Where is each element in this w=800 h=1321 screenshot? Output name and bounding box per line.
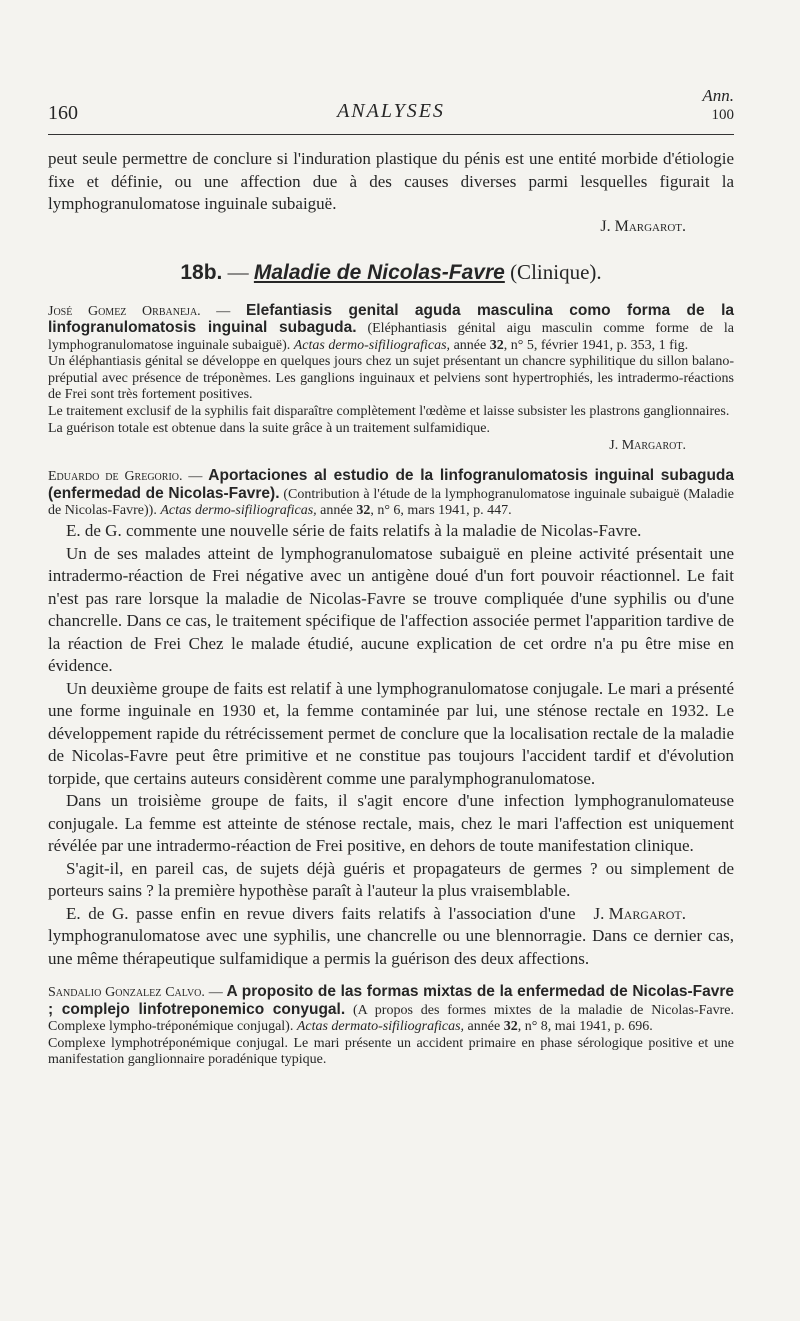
abstract-3 xyxy=(48,984,734,1069)
abstract-paragraph: J. Margarot. E. de G. passe enfin en revue divers faits relatifs à l'association d'une lymphogranulomatose avec une syphilis, une chancrelle ou une blennorragie. Dans ce dernier cas, une même thérapeutique sulfamidique a permis la guérison des deux affections. xyxy=(48,903,734,968)
signature: J. Margarot. xyxy=(600,217,686,235)
section-qualifier: (Clinique). xyxy=(504,259,602,284)
running-header xyxy=(48,80,734,124)
year-volume: 32 xyxy=(489,337,504,353)
abstract-paragraph: E. de G. commente une nouvelle série de faits relatifs à la maladie de Nicolas-Favre. xyxy=(66,521,642,541)
abstract-paragraph: Un deuxième groupe de faits est relatif à une lymphogranulomatose conjugale. Le mari a présenté une forme inguinale en 1930 et, la femme contaminée par lui, une sténose rectale en 1932. Le développement rapide du rétrécissement permet de conclure que la localisation rectale de la maladie de Nicolas-Favre peut être primitive et ne constitue pas toujours l'accident tardif et d'évolution torpide, que certains auteurs considèrent comme une paralymphogranulomatose. xyxy=(48,678,734,788)
article-title: A proposito de las formas mixtas de la enfermedad de Nicolas-Favre ; complejo linfotreponemico conyugal. xyxy=(48,983,734,1018)
abstract-2 xyxy=(48,468,734,970)
journal-name: Actas dermato-sifiliograficas, xyxy=(296,1019,465,1035)
abstract-paragraph: S'agit-il, en pareil cas, de sujets déjà guéris et propagateurs de germes ? ou simplement de porteurs sains ? la première hypothèse paraît à l'auteur la plus vraisemblable. xyxy=(48,858,734,901)
abstract-paragraph: Complexe lymphotréponémique conjugal. Le mari présente un accident primaire en phase sérologique positive et une manifestation ganglionnaire poradénique typique. xyxy=(48,1035,734,1068)
header-rule xyxy=(48,134,734,135)
page-body xyxy=(48,148,734,1069)
signature: J. Margarot. xyxy=(609,438,686,454)
article-title: Aportaciones al estudio de la linfogranulomatosis inguinal subaguda (enfermedad de Nicolas-Favre). xyxy=(48,467,734,502)
abstract-paragraph: Un de ses malades atteint de lymphogranulomatose subaiguë en pleine activité présentait une intradermo-réaction de Frei négative avec un antigène doué d'un fort pouvoir réactionnel. Le fait n'est pas rare lorsque la maladie de Nicolas-Favre se trouve compliquée d'une syphilis ou d'une chancrelle. Dans ce cas, le traitement spécifique de l'affection associée permet l'apparition tardive de la réaction de Frei Chez le malade étudié, aucune explication de cet ordre n'a pu être mise en évidence. xyxy=(48,543,734,676)
abstract-citation: Sandalio Gonzalez Calvo. — A proposito de las formas mixtas de la enfermedad de Nicolas-Favre ; complejo linfotreponemico conyugal. (A propos des formes mixtes de la maladie de Nicolas-Favre. Complexe lympho-tréponémique conjugal). Actas dermato-sifiliograficas, année 32, n° 8, mai 1941, p. 696. xyxy=(48,983,734,1035)
year-volume: 32 xyxy=(356,503,371,519)
abstract-citation: Eduardo de Gregorio. — Aportaciones al estudio de la linfogranulomatosis inguinal subaguda (enfermedad de Nicolas-Favre). (Contribution à l'étude de la lymphogranulomatose inguinale subaiguë (Maladie de Nicolas-Favre)). Actas dermo-sifiliograficas, année 32, n° 6, mars 1941, p. 447. xyxy=(48,467,734,519)
abstract-1 xyxy=(48,303,734,455)
abstract-paragraph: La guérison totale est obtenue dans la suite grâce à un traitement sulfamidique. xyxy=(48,420,491,436)
author: Sandalio Gonzalez Calvo. xyxy=(48,985,205,1001)
title-translation: (Eléphantiasis génital aigu masculin comme forme de la lymphogranulomatose inguinale subaiguë). xyxy=(48,321,735,353)
abstract-paragraph: Dans un troisième groupe de faits, il s'agit encore d'une infection lymphogranulomateuse conjugale. La femme est atteinte de sténose rectale, mais, chez le mari l'affection est uniquement révélée par une intradermo-réaction de Frei positive, en dehors de toute manifestation clinique. xyxy=(48,791,734,856)
year-volume: 32 xyxy=(503,1019,518,1035)
article-title: Elefantiasis genital aguda masculina como forma de la linfogranulomatosis inguinal subaguda. xyxy=(48,301,735,337)
abstract-citation: José Gomez Orbaneja. — Elefantiasis genital aguda masculina como forma de la linfogranulomatosis inguinal subaguda. (Eléphantiasis génital aigu masculin comme forme de la lymphogranulomatose inguinale subaiguë). Actas dermo-sifiliograficas, année 32, n° 5, février 1941, p. 353, 1 fig. xyxy=(48,301,735,353)
abstract-paragraph: Le traitement exclusif de la syphilis fait disparaître complètement l'œdème et laisse subsister les plastrons ganglionnaires. xyxy=(48,404,730,420)
section-name: Maladie de Nicolas-Favre xyxy=(253,260,505,284)
page-number: 160 xyxy=(48,102,78,124)
title-translation: (Contribution à l'étude de la lymphogranulomatose inguinale subaiguë (Maladie de Nicolas-Favre)). xyxy=(48,486,734,519)
signature: J. Margarot. xyxy=(593,903,686,923)
section-heading: 18b. — Maladie de Nicolas-Favre (Clinique). xyxy=(180,259,602,284)
running-title: ANALYSES xyxy=(337,100,445,122)
journal-name: Actas dermo-sifiliograficas, xyxy=(160,503,317,519)
author: José Gomez Orbaneja. xyxy=(48,303,201,319)
volume-number: 100 xyxy=(711,107,734,123)
author: Eduardo de Gregorio. xyxy=(48,469,183,485)
title-translation: (A propos des formes mixtes de la maladie de Nicolas-Favre. Complexe lympho-tréponémique conjugal). xyxy=(48,1002,734,1035)
journal-abbrev: Ann. xyxy=(702,86,734,105)
section-number: 18b. xyxy=(180,260,223,284)
abstract-paragraph: Un éléphantiasis génital se développe en quelques jours chez un sujet présentant un chancre syphilitique du sillon balano-préputial avec présence de tréponèmes. Les ganglions inguinaux et pelviens sont hypertrophiés, les intradermo-réactions de Frei sont très fortement positives. xyxy=(48,354,734,403)
continuation-paragraph: peut seule permettre de conclure si l'induration plastique du pénis est une entité morbide d'étiologie fixe et définie, ou une affection due à des causes diverses parmi lesquelles figurait la lymphogranulomatose inguinale subaiguë. xyxy=(48,149,734,213)
journal-name: Actas dermo-sifiliograficas, xyxy=(293,337,451,353)
